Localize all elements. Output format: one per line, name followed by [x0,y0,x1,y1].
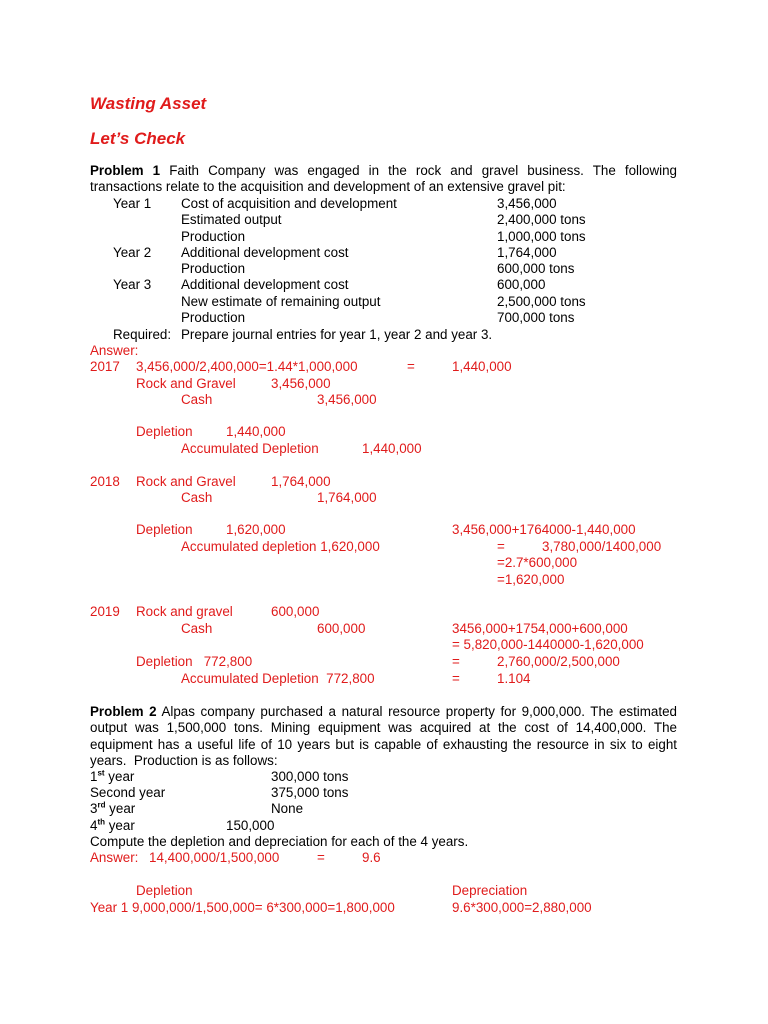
journal-debit-account: Rock and gravel [136,604,233,619]
table-row-desc: Production [181,229,246,244]
problem1-intro-line2: transactions relate to the acquisition and development of an extensive gravel pit: [90,179,566,194]
depletion-calc: =1,620,000 [497,572,565,587]
table-row-value: 3,456,000 [497,196,557,211]
table-row-desc: Estimated output [181,212,282,227]
production-value: None [271,801,304,816]
production-year-label: 1st year [90,768,135,784]
table-row-value: 600,000 tons [497,261,575,276]
problem2-line4: years. Production is as follows: [90,753,278,768]
year-2018-label: 2018 [90,474,120,489]
production-value: 375,000 tons [271,785,349,800]
problem1-intro-line1: Problem 1 Faith Company was engaged in the rock and gravel business. The following [90,163,677,178]
journal-credit-line: Accumulated Depletion 772,800 [181,671,375,686]
production-value: 300,000 tons [271,769,349,784]
depletion-rate: 1.104 [497,671,531,686]
journal-debit-amount: 1,440,000 [226,424,286,439]
table-row-value: 1,000,000 tons [497,229,586,244]
journal-credit-line: Accumulated depletion 1,620,000 [181,539,380,554]
production-year-label: Second year [90,785,166,800]
required-text: Prepare journal entries for year 1, year 2 and year 3. [181,327,493,342]
problem2-line1: Problem 2 Alpas company purchased a natural resource property for 9,000,000. The estimated [90,704,677,719]
table-row-desc: Production [181,310,246,325]
compute-instruction: Compute the depletion and depreciation for each of the 4 years. [90,834,469,849]
depletion-calc: =2.7*600,000 [497,555,578,570]
table-row-desc: Additional development cost [181,245,349,260]
equals-sign: = [317,850,325,865]
year-2019-label: 2019 [90,604,120,619]
journal-debit-account: Rock and Gravel [136,376,236,391]
journal-credit-amount: 1,764,000 [317,490,377,505]
production-value: 150,000 [226,818,275,833]
journal-debit-line: Depletion 772,800 [136,654,253,669]
journal-debit-account: Rock and Gravel [136,474,236,489]
table-row-value: 1,764,000 [497,245,557,260]
table-row-desc: Additional development cost [181,277,349,292]
depletion-calc: = 5,820,000-1440000-1,620,000 [452,637,644,652]
equals-sign: = [497,539,505,554]
journal-credit-amount: 600,000 [317,621,366,636]
table-row-value: 600,000 [497,277,546,292]
journal-debit-account: Depletion [136,424,193,439]
problem2-label: Problem 2 [90,704,157,719]
journal-debit-amount: 1,620,000 [226,522,286,537]
depletion-calc: 2,760,000/2,500,000 [497,654,620,669]
journal-credit-account: Cash [181,392,213,407]
column-header-depletion: Depletion [136,883,193,898]
depletion-calc: 3,456,000+1764000-1,440,000 [452,522,636,537]
journal-credit-account: Accumulated Depletion [181,441,319,456]
depreciation-rate-calc: 14,400,000/1,500,000 [149,850,280,865]
column-header-depreciation: Depreciation [452,883,528,898]
depletion-rate-calc: 3,456,000/2,400,000=1.44*1,000,000 [136,359,358,374]
journal-debit-amount: 3,456,000 [271,376,331,391]
journal-credit-amount: 1,440,000 [362,441,422,456]
equals-sign: = [452,671,460,686]
depletion-result: 1,440,000 [452,359,512,374]
year1-depletion: Year 1 9,000,000/1,500,000= 6*300,000=1,800,000 [90,900,395,915]
answer-label: Answer: [90,343,139,358]
table-row-desc: Cost of acquisition and development [181,196,397,211]
table-row-value: 700,000 tons [497,310,575,325]
problem1-label: Problem 1 [90,163,161,178]
year1-depreciation: 9.6*300,000=2,880,000 [452,900,592,915]
document-title: Wasting Asset [90,94,207,113]
equals-sign: = [452,654,460,669]
table-row-year: Year 3 [113,277,152,292]
journal-debit-account: Depletion [136,522,193,537]
problem2-line2: output was 1,500,000 tons. Mining equipment was acquired at the cost of 14,400,000. The [90,720,677,735]
production-year-label: 3rd year [90,800,136,816]
required-label: Required: [113,327,172,342]
table-row-value: 2,500,000 tons [497,294,586,309]
answer-label: Answer: [90,850,139,865]
table-row-desc: Production [181,261,246,276]
journal-debit-amount: 600,000 [271,604,320,619]
production-year-label: 4th year [90,817,135,833]
journal-debit-amount: 1,764,000 [271,474,331,489]
journal-credit-amount: 3,456,000 [317,392,377,407]
table-row-desc: New estimate of remaining output [181,294,381,309]
year-2017-label: 2017 [90,359,120,374]
table-row-year: Year 1 [113,196,152,211]
journal-credit-account: Cash [181,621,213,636]
depreciation-rate: 9.6 [362,850,381,865]
problem2-line3: equipment has a useful life of 10 years but is capable of exhausting the resource in six to eight [90,737,677,752]
journal-credit-account: Cash [181,490,213,505]
section-heading: Let’s Check [90,129,186,148]
depletion-calc: 3456,000+1754,000+600,000 [452,621,628,636]
equals-sign: = [407,359,415,374]
depletion-calc: 3,780,000/1400,000 [542,539,662,554]
table-row-value: 2,400,000 tons [497,212,586,227]
table-row-year: Year 2 [113,245,152,260]
